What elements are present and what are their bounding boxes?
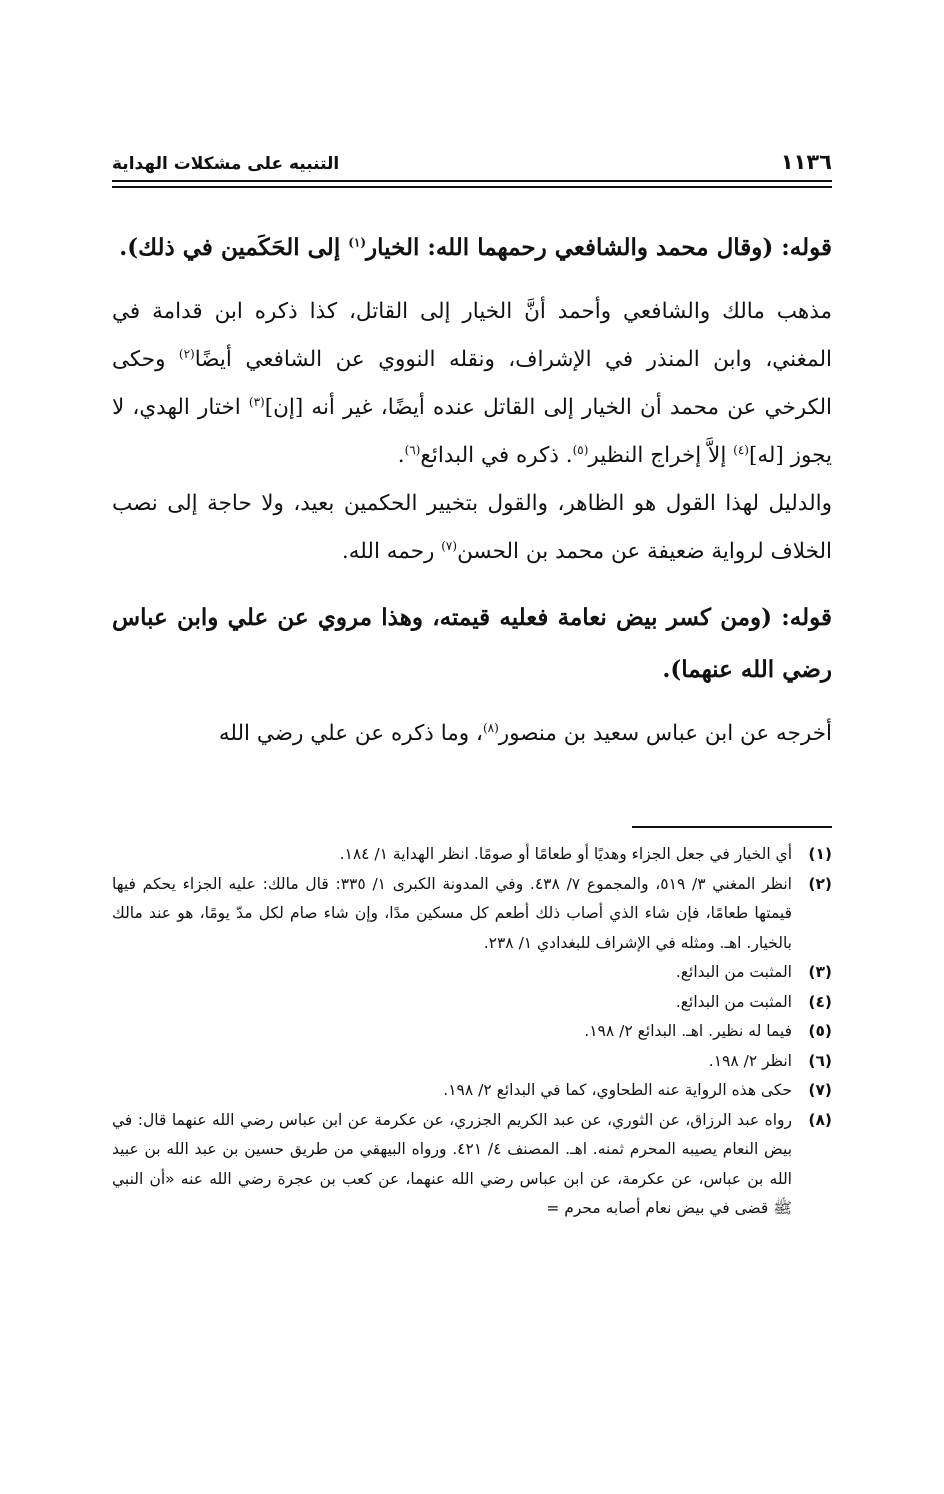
footnote (112, 1017, 832, 1047)
footnote-text: أي الخيار في جعل الجزاء وهديًا أو طعامًا أو صومًا. انظر الهداية ١/ ١٨٤. (339, 845, 792, 863)
header-rule-bottom (112, 186, 832, 188)
footnote-number: (٥) (808, 1022, 832, 1040)
header-rule-top (112, 180, 832, 182)
footnote-number: (١) (808, 845, 832, 863)
footnote-ref-6: (٦) (404, 442, 421, 457)
footnote-number: (٧) (808, 1081, 832, 1099)
para1-s2: وحكى الكرخي عن محمد أن الخيار إلى القاتل عنده أيضًا، غير أنه [إن] (112, 347, 833, 420)
para1-s5: . ذكره في البدائع (420, 443, 573, 468)
quoted-passage-1 (112, 222, 832, 274)
footnote-ref-5: (٥) (572, 442, 589, 457)
footnote (112, 988, 832, 1018)
footnote-ref-2: (٢) (178, 346, 195, 361)
footnote-text: انظر ٢/ ١٩٨. (708, 1051, 792, 1070)
footnote-text: حكى هذه الرواية عنه الطحاوي، كما في البدائع ٢/ ١٩٨. (443, 1081, 792, 1099)
footnote-ref-7: (٧) (441, 538, 458, 553)
page-header (112, 142, 832, 174)
footnote-text: فيما له نظير. اهـ. البدائع ٢/ ١٩٨. (584, 1022, 792, 1040)
footnote (112, 840, 832, 870)
footnote-ref-1: (١) (348, 235, 367, 250)
running-title: التنبيه على مشكلات الهداية (112, 154, 340, 174)
para3-s1: أخرجه عن ابن عباس سعيد بن منصور (498, 721, 832, 746)
footnote-text: المثبت من البدائع. (675, 963, 792, 981)
footnote (112, 1076, 832, 1106)
quote1-rest: إلى الحَكَمين في ذلك). (119, 234, 349, 261)
footnote-separator (632, 826, 832, 828)
footnote (112, 1106, 832, 1224)
footnote-number: (٦) (808, 1051, 832, 1070)
commentary-paragraph-3 (112, 710, 832, 758)
footnote-text: رواه عبد الرزاق، عن الثوري، عن عبد الكريم الجزري، عن عكرمة عن ابن عباس رضي الله عنهما قال: في بيض النعام يصيبه المحرم ثمنه. اهـ. المصنف ٤/ ٤٢١. ورواه البيهقي من طريق حسين بن عبد الله بن عبيد الله بن عباس، عن عكرمة، عن ابن عباس رضي الله عنهما، عن كعب بن عجرة رضي الله عنه «أن النبي ﷺ قضى في بيض نعام أصابه محرم = (112, 1110, 793, 1217)
footnote-number: (٨) (808, 1110, 832, 1129)
page-number: ١١٣٦ (780, 150, 832, 174)
footnote-ref-3: (٣) (248, 394, 265, 409)
para1-s4: إلاَّ إخراج النظير (588, 443, 734, 468)
footnote (112, 1047, 832, 1077)
footnote-number: (٣) (808, 963, 832, 981)
footnote-text: المثبت من البدائع. (675, 992, 792, 1011)
para2-s1: والدليل لهذا القول هو الظاهر، والقول بتخيير الحكمين بعيد، ولا حاجة إلى نصب الخلاف لرواية ضعيفة عن محمد بن الحسن (112, 491, 832, 564)
para1-s3: اختار الهدي، لا يجوز [له] (112, 395, 832, 468)
commentary-paragraph-1 (112, 288, 832, 480)
footnote (112, 870, 832, 959)
footnote-number: (٢) (808, 874, 832, 893)
footnote (112, 958, 832, 988)
footnote-text: انظر المغني ٣/ ٥١٩، والمجموع ٧/ ٤٣٨. وفي المدونة الكبرى ١/ ٣٣٥: قال مالك: عليه الجزاء يحكم فيها قيمتها طعامًا، فإن شاء الذي أصاب ذلك أطعم كل مسكين مدًا، وإن شاء صام لكل مدّ يومًا، هو عند مالك بالخيار. اهـ. ومثله في الإشراف للبغدادي ١/ ٢٣٨. (112, 874, 792, 952)
footnote-ref-4: (٤) (733, 442, 749, 457)
para1-s6: . (397, 443, 405, 468)
main-text (112, 222, 832, 758)
para2-s2: رحمه الله. (341, 539, 442, 564)
quote1-intro: قوله: (وقال محمد والشافعي رحمهما الله: الخيار (366, 234, 832, 261)
para1-s1: مذهب مالك والشافعي وأحمد أنَّ الخيار إلى القاتل، كذا ذكره ابن قدامة في المغني، وابن المنذر في الإشراف، ونقله النووي عن الشافعي أيضًا (112, 299, 832, 372)
footnote-number: (٤) (808, 992, 832, 1011)
commentary-paragraph-2 (112, 480, 832, 576)
quoted-passage-2: قوله: (ومن كسر بيض نعامة فعليه قيمته، وهذا مروي عن علي وابن عباس رضي الله عنهما). (112, 604, 832, 683)
para3-s2: ، وما ذكره عن علي رضي الله (218, 721, 483, 746)
footnote-ref-8: (٨) (482, 720, 499, 735)
footnotes (112, 840, 832, 1224)
